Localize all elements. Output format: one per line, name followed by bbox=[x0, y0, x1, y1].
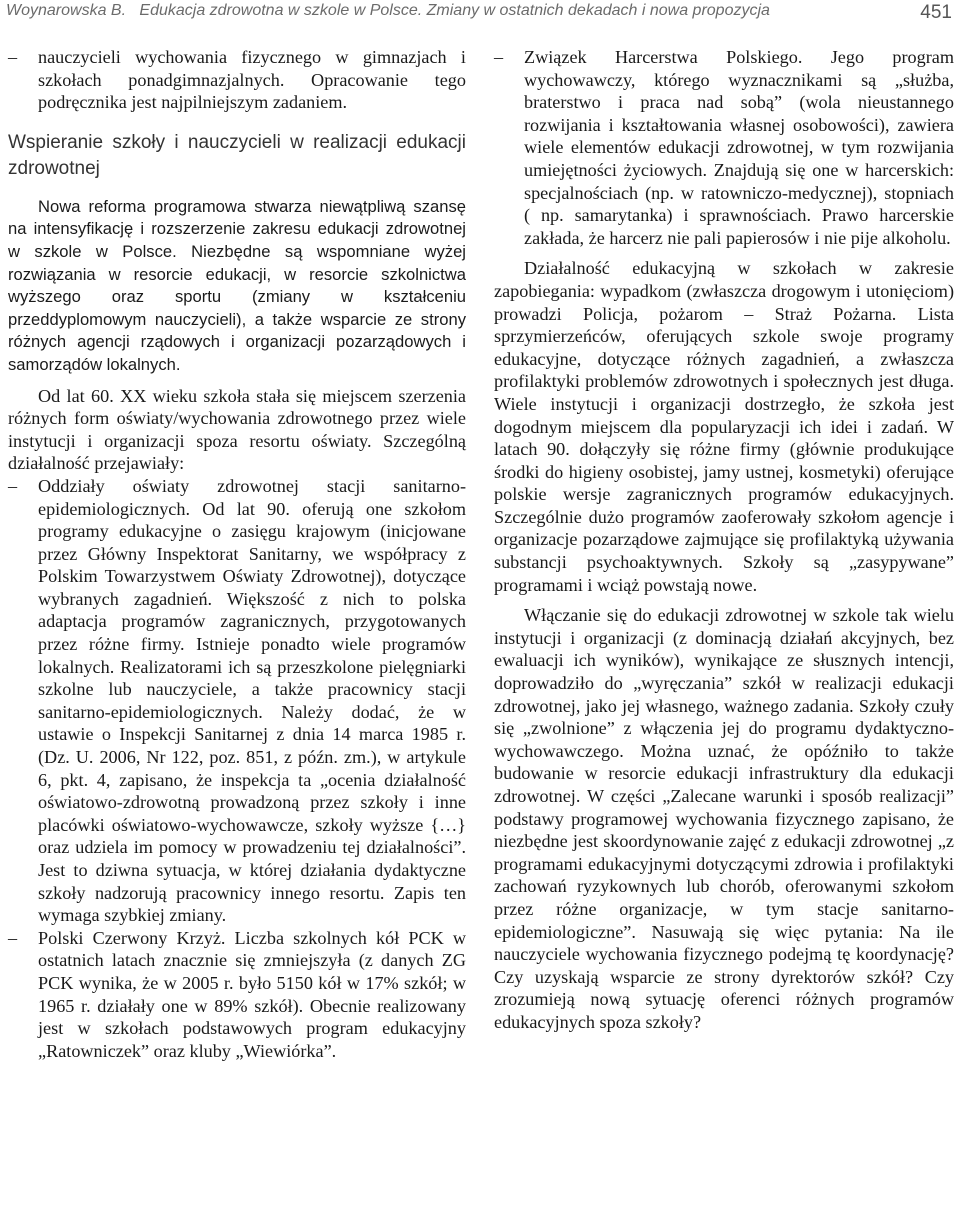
right-column bbox=[494, 46, 954, 1034]
dash-mark: – bbox=[8, 927, 18, 948]
dash-mark: – bbox=[8, 47, 18, 67]
header-citation bbox=[6, 2, 770, 20]
section-heading: Wspieranie szkoły i nauczycieli w realizacji edukacji zdrowotnej bbox=[8, 131, 466, 179]
list-item bbox=[8, 927, 466, 1063]
list-item bbox=[494, 46, 954, 249]
dash-mark: – bbox=[494, 47, 504, 67]
list-item-text: nauczycieli wychowania fizycznego w gimnazjach i szkołach ponadgimnazjalnych. Opracowanie tego podręcznika jest najpilniejszym zadaniem. bbox=[38, 47, 466, 113]
list-item-text: Polski Czerwony Krzyż. Liczba szkolnych kół PCK w ostatnich latach znacznie się zmniejszyła (z danych ZG PCK wynika, że w 2005 r. było 5150 kół w 17% szkół; w 1965 r. działały one w 89% szkół). Obecnie realizowany jest w szkołach podstawowych program edukacyjny „Ratowniczek” oraz kluby „Wiewiórka”. bbox=[38, 927, 466, 1061]
list-item-text: Związek Harcerstwa Polskiego. Jego program wychowawczy, którego wyznacznikami są „służba, braterstwo i praca nad sobą” (wola nieustannego rozwijania i kształtowania własnej osobowości), zawiera wiele elementów edukacji zdrowotnej, w tym rozwijania umiejętności życiowych. Znajdują się one w harcerskich: specjalnościach (np. w ratowniczo-medycznej), stopniach ( np. samarytanka) i sprawnościach. Prawo harcerskie zakłada, że harcerz nie pali papierosów i nie pije alkoholu. bbox=[524, 47, 954, 248]
paragraph: Od lat 60. XX wieku szkoła stała się miejscem szerzenia różnych form oświaty/wychowania zdrowotnego przez wiele instytucji i organizacji spoza resortu oświaty. Szczególną działalność przejawiały: bbox=[8, 385, 466, 474]
paragraph: Nowa reforma programowa stwarza niewątpliwą szansę na intensyfikację i rozszerzenie zakresu edukacji zdrowotnej w szkole w Polsce. Niezbędne są wspomniane wyżej rozwiązania w resorcie edukacji, w resorcie szkolnictwa wyższego oraz sportu (zmiany w kształceniu przeddyplomowym nauczycieli), a także wsparcie ze strony różnych agencji rządowych i organizacji pozarządowych i samorządów lokalnych. bbox=[8, 196, 466, 374]
page-number: 451 bbox=[920, 2, 952, 23]
running-header bbox=[6, 2, 952, 30]
dash-mark: – bbox=[8, 475, 18, 496]
list-item-text: Oddziały oświaty zdrowotnej stacji sanitarno-epidemiologicznych. Od lat 90. oferują one szkołom programy edukacyjne o zasięgu krajowym (inicjowane przez Główny Inspektorat Sanitarny, we współpracy z Polskim Towarzystwem Oświaty Zdrowotnej), dotyczące wybranych zagadnień. Większość z nich to polska adaptacja programów zagranicznych, przygotowanych przez różne firmy. Istnieje ponadto wiele programów lokalnych. Realizatorami ich są przeszkolone pielęgniarki szkolne lub nauczyciele, a także pracownicy stacji sanitarno-epidemiologicznych. Należy dodać, że w ustawie o Inspekcji Sanitarnej z dnia 14 marca 1985 r. (Dz. U. 2006, Nr 122, poz. 851, z późn. zm.), w artykule 6, pkt. 4, zapisano, że inspekcja ta „ocenia działalność oświatowo-zdrowotną prowadzoną przez szkoły i inne placówki oświatowo-wychowawcze, szkoły wyższe {…} oraz udziela im pomocy w prowadzeniu tej działalności”. Jest to dziwna sytuacja, w której działania dydaktyczne szkoły nadzorują pracownicy innego resortu. Zapis ten wymaga szybkiej zmiany. bbox=[38, 475, 466, 926]
list-item bbox=[8, 46, 466, 114]
header-author: Woynarowska B. bbox=[6, 2, 127, 19]
paragraph: Włączanie się do edukacji zdrowotnej w szkole tak wielu instytucji i organizacji (z dominacją działań akcyjnych, bez ewaluacji ich wyników), wynikające ze słusznych intencji, doprowadziło do „wyręczania” szkół w realizacji edukacji zdrowotnej, jako jej własnego, ważnego zadania. Szkoły czuły się „zwolnione” z włączenia jej do programu dydaktyczno-wychowawczego. Można uznać, że opóźniło to także budowanie w resorcie edukacji infrastruktury dla edukacji zdrowotnej. W części „Zalecane warunki i sposób realizacji” podstawy programowej wychowania fizycznego zapisano, że niezbędne jest skoordynowanie zajęć z edukacji zdrowotnej „z programami edukacyjnymi dotyczącymi zdrowia i profilaktyki zachowań ryzykownych lub chorób, oferowanymi szkołom przez różne organizacje, w tym stacje sanitarno-epidemiologiczne”. Nasuwają się więc pytania: Na ile nauczyciele wychowania fizycznego podejmą tę koordynację? Czy uzyskają wsparcie ze strony dyrektorów szkół? Czy zrozumieją nową sytuację oferenci różnych programów edukacyjnych spoza szkoły? bbox=[494, 605, 954, 1032]
paragraph: Działalność edukacyjną w szkołach w zakresie zapobiegania: wypadkom (zwłaszcza drogowym i utonięciom) prowadzi Policja, pożarom – Straż Pożarna. Lista sprzymierzeńców, oferujących szkole swoje programy edukacyjne, dotyczące różnych zagadnień, a zwłaszcza profilaktyki problemów zdrowotnych i społecznych jest długa. Wiele instytucji i organizacji dostrzegło, że szkoła jest dogodnym miejscem dla popularyzacji ich idei i zadań. W latach 90. dołączyły się różne firmy (głównie produkujące środki do higieny osobistej, jamy ustnej, kosmetyki) oferujące polskie wersje zagranicznych programów edukacyjnych. Szczególnie dużo programów zaoferowały szkołom agencje i organizacje pozarządowe zajmujące się profilaktyką używania substancji psychoaktywnych. Szkoły są „zasypywane” programami i wciąż powstają nowe. bbox=[494, 258, 954, 595]
list-item bbox=[8, 475, 466, 927]
left-column bbox=[8, 46, 466, 1062]
header-title: Edukacja zdrowotna w szkole w Polsce. Zmiany w ostatnich dekadach i nowa propozycja bbox=[139, 2, 770, 19]
